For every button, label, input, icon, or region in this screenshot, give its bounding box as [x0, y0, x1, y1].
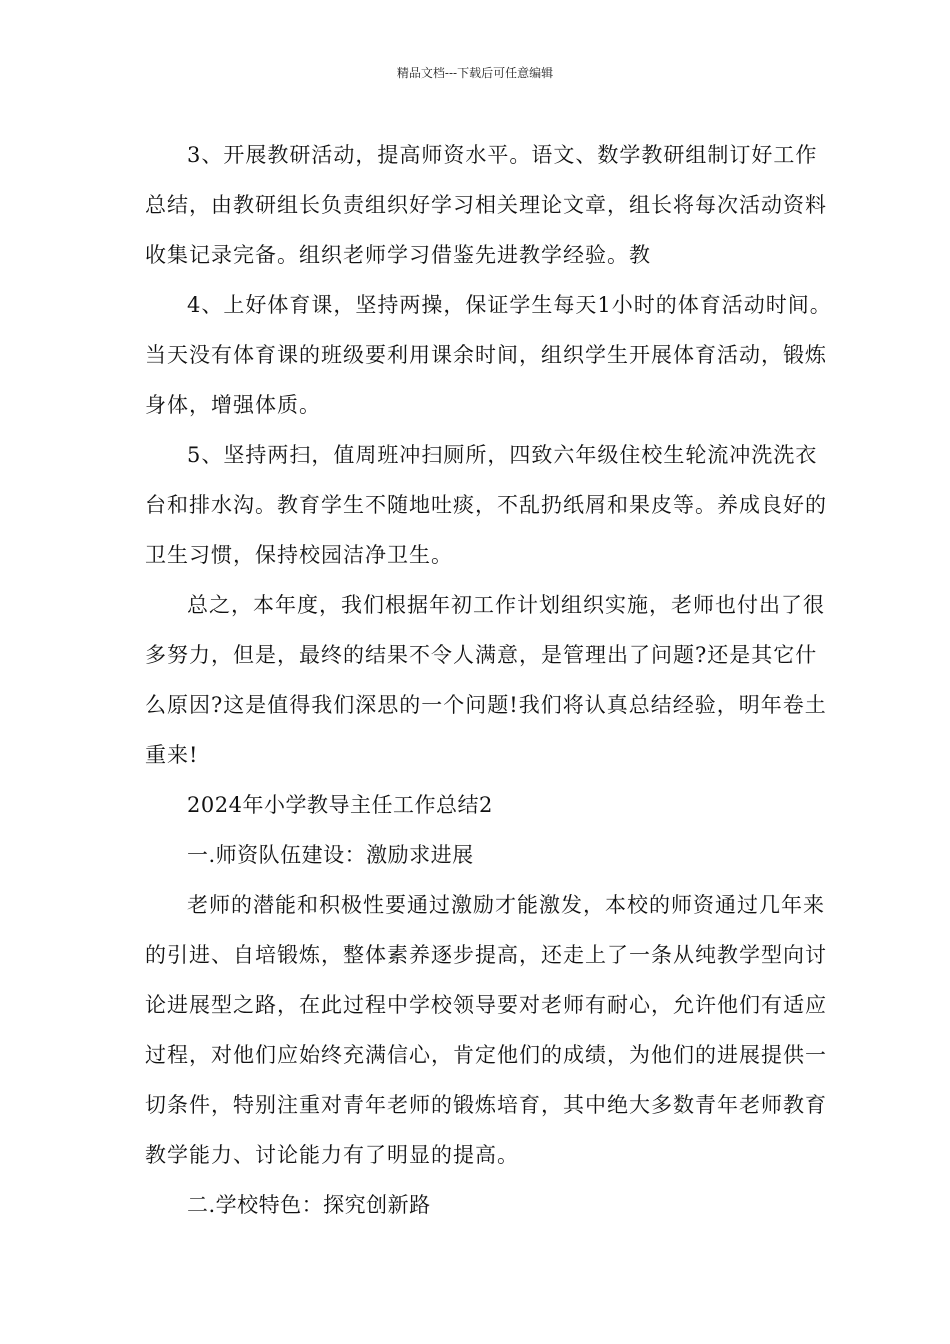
- paragraph-physical-education: 4、上好体育课，坚持两操，保证学生每天1小时的体育活动时间。当天没有体育课的班级要利用课余时间，组织学生开展体育活动，锻炼身体，增强体质。: [145, 293, 832, 417]
- section-heading-teacher-team: 一.师资队伍建设：激励求进展: [187, 843, 474, 867]
- section-heading-school-feature: 二.学校特色：探究创新路: [187, 1193, 431, 1217]
- document-title-2: 2024年小学教导主任工作总结2: [187, 793, 493, 817]
- page-header: 精品文档---下载后可任意编辑: [396, 66, 554, 80]
- paragraph-teaching-research: 3、开展教研活动，提高师资水平。语文、数学教研组制订好工作总结，由教研组长负责组织好学习相关理论文章，组长将每次活动资料收集记录完备。组织老师学习借鉴先进教学经验。教: [145, 143, 827, 267]
- document-body: [145, 130, 835, 1230]
- paragraph-summary: 总之，本年度，我们根据年初工作计划组织实施，老师也付出了很多努力，但是，最终的结果不令人满意，是管理出了问题?还是其它什么原因?这是值得我们深思的一个问题!我们将认真总结经验，明年卷土重来!: [145, 593, 827, 767]
- paragraph-cleaning: 5、坚持两扫，值周班冲扫厕所，四致六年级住校生轮流冲洗洗衣台和排水沟。教育学生不随地吐痰，不乱扔纸屑和果皮等。养成良好的卫生习惯，保持校园洁净卫生。: [145, 443, 827, 567]
- paragraph-teacher-motivation: 老师的潜能和积极性要通过激励才能激发，本校的师资通过几年来的引进、自培锻炼，整体素养逐步提高，还走上了一条从纯教学型向讨论进展型之路，在此过程中学校领导要对老师有耐心，允许他们有适应过程，对他们应始终充满信心，肯定他们的成绩，为他们的进展提供一切条件，特别注重对青年老师的锻炼培育，其中绝大多数青年老师教育教学能力、讨论能力有了明显的提高。: [145, 893, 827, 1167]
